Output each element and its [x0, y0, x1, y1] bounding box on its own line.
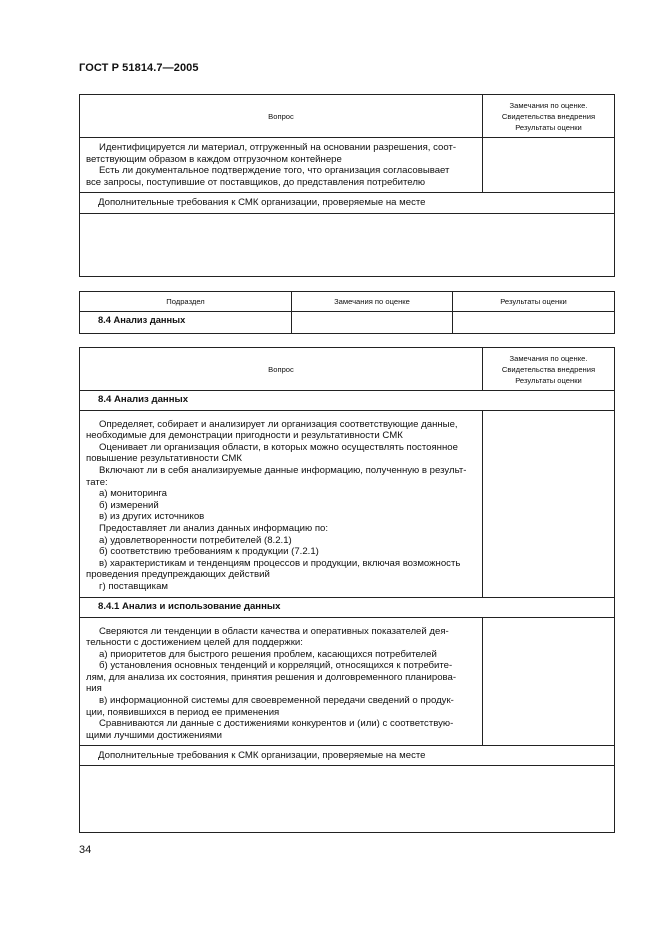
question-line: тельности с достижением целей для поддержки: — [86, 637, 303, 649]
question-line: Предоставляет ли анализ данных информацию по: — [99, 522, 329, 534]
results-cell — [483, 617, 615, 746]
page-number: 34 — [79, 844, 92, 856]
section-title: 8.4.1 Анализ и использование данных — [80, 597, 615, 617]
question-line: Оценивает ли организация области, в которых можно осуществлять постоянное — [99, 441, 458, 453]
question-cell — [80, 138, 483, 193]
results-header-line: Замечания по оценке. — [509, 354, 588, 363]
question-line: Сравниваются ли данные с достижениями конкурентов и (или) с соответствую- — [99, 718, 454, 730]
question-line: в) характеристикам и тенденциям процессов и продукции, включая возможность — [99, 557, 461, 569]
subsection-table — [79, 291, 615, 334]
question-line: а) удовлетворенности потребителей (8.2.1) — [99, 534, 292, 546]
question-column-header: Вопрос — [80, 348, 483, 391]
remarks-column-header: Замечания по оценке — [292, 292, 453, 312]
results-column-header: Результаты оценки — [453, 292, 615, 312]
question-cell — [80, 617, 483, 746]
question-line: необходимые для демонстрации пригодности и результативности СМК — [86, 430, 403, 442]
results-cell — [483, 138, 615, 193]
question-line: б) установления основных тенденций и корреляций, относящихся к потребите- — [99, 660, 453, 672]
question-line: в) информационной системы для своевременной передачи сведений о продук- — [99, 695, 454, 707]
question-column-header: Вопрос — [80, 95, 483, 138]
results-column-header — [483, 95, 615, 138]
question-line: тате: — [86, 476, 108, 488]
question-line: б) соответствию требованиям к продукции (7.2.1) — [99, 546, 319, 558]
results-header-line: Свидетельства внедрения — [501, 112, 596, 121]
question-line: Включают ли в себя анализируемые данные информацию, полученную в результ- — [99, 464, 467, 476]
additional-requirements-area — [80, 214, 615, 277]
question-cell — [80, 410, 483, 597]
subsection-name: 8.4 Анализ данных — [80, 312, 292, 334]
question-line: а) приоритетов для быстрого решения проблем, касающихся потребителей — [99, 648, 437, 660]
results-column-header — [483, 348, 615, 391]
additional-requirements-label: Дополнительные требования к СМК организации, проверяемые на месте — [80, 193, 615, 214]
results-header-line: Замечания по оценке. — [509, 101, 588, 110]
question-line: проведения предупреждающих действий — [86, 569, 270, 581]
question-line: все запросы, поступившие от поставщиков, до представления потребителю — [86, 176, 426, 188]
question-line: щими лучшими достижениями — [86, 729, 222, 741]
question-line: г) поставщикам — [99, 580, 168, 592]
question-line: Есть ли документальное подтверждение того, что организация согласовывает — [99, 165, 450, 177]
question-line: а) мониторинга — [99, 488, 168, 500]
results-header-line: Результаты оценки — [515, 376, 582, 385]
question-line: лям, для анализа их состояния, принятия решения и долговременного планирова- — [86, 671, 457, 683]
subsection-column-header: Подраздел — [80, 292, 292, 312]
question-line: ции, появившихся в период ее применения — [86, 706, 280, 718]
question-line: Определяет, собирает и анализирует ли организация соответствующие данные, — [99, 418, 458, 430]
results-header-line: Свидетельства внедрения — [501, 365, 596, 374]
question-line: ния — [86, 683, 102, 695]
results-cell — [483, 410, 615, 597]
question-line: Сверяются ли тенденции в области качества и оперативных показателей дея- — [99, 625, 449, 637]
remarks-cell — [292, 312, 453, 334]
question-line: в) из других источников — [99, 511, 205, 523]
results-cell — [453, 312, 615, 334]
additional-requirements-area — [80, 766, 615, 833]
question-line: повышение результативности СМК — [86, 453, 242, 465]
document-title: ГОСТ Р 51814.7—2005 — [79, 62, 199, 74]
results-header-line: Результаты оценки — [515, 123, 582, 132]
assessment-table-2 — [79, 347, 615, 833]
additional-requirements-label: Дополнительные требования к СМК организации, проверяемые на месте — [80, 746, 615, 766]
question-line: б) измерений — [99, 499, 159, 511]
section-title: 8.4 Анализ данных — [80, 391, 615, 411]
assessment-table-1 — [79, 94, 615, 277]
question-line: Идентифицируется ли материал, отгруженный на основании разрешения, соот- — [99, 142, 457, 153]
question-line: ветствующим образом в каждом отгрузочном контейнере — [86, 153, 342, 165]
